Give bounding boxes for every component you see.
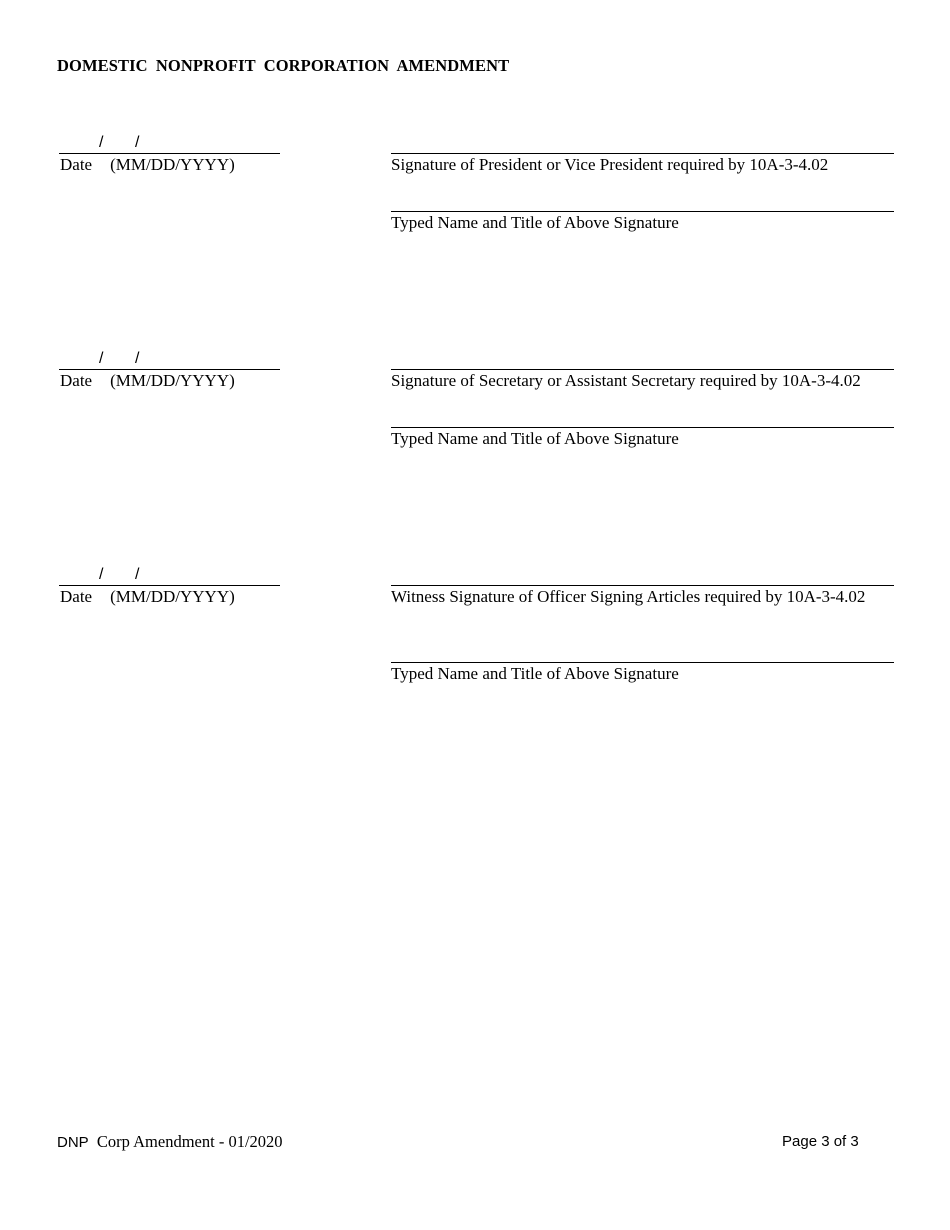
date-label: [60, 587, 235, 607]
signature-label: Signature of President or Vice President required by 10A-3-4.02: [391, 155, 829, 174]
signature-label: Signature of Secretary or Assistant Secretary required by 10A-3-4.02: [391, 371, 861, 390]
document-title: DOMESTIC NONPROFIT CORPORATION AMENDMENT: [57, 56, 510, 75]
date-label-text: Date: [60, 155, 93, 174]
date-label-text: Date: [60, 371, 93, 390]
date-separator: /: [135, 134, 140, 151]
date-format-hint: (MM/DD/YYYY): [110, 155, 235, 174]
date-separator: /: [135, 350, 140, 367]
date-separator: /: [99, 134, 104, 151]
typed-name-input-line[interactable]: [391, 662, 894, 663]
signature-label: Witness Signature of Officer Signing Articles required by 10A-3-4.02: [391, 587, 866, 606]
page-indicator: Page 3 of 3: [782, 1133, 859, 1150]
footer-form-name: Corp Amendment - 01/2020: [96, 1132, 283, 1151]
typed-name-label: Typed Name and Title of Above Signature: [391, 664, 679, 683]
footer-form-code: DNP: [57, 1134, 89, 1151]
typed-name-input-line[interactable]: [391, 211, 894, 212]
date-format-hint: (MM/DD/YYYY): [110, 587, 235, 606]
signature-input-line[interactable]: [391, 585, 894, 586]
date-separator: /: [135, 566, 140, 583]
signature-block-president: [0, 118, 950, 298]
date-separator: /: [99, 350, 104, 367]
date-separator: /: [99, 566, 104, 583]
typed-name-input-line[interactable]: [391, 427, 894, 428]
footer-form-id: [57, 1132, 283, 1152]
date-label: [60, 155, 235, 175]
date-label: [60, 371, 235, 391]
date-input-line[interactable]: [59, 153, 280, 154]
typed-name-label: Typed Name and Title of Above Signature: [391, 213, 679, 232]
signature-input-line[interactable]: [391, 153, 894, 154]
date-input-line[interactable]: [59, 585, 280, 586]
date-label-text: Date: [60, 587, 93, 606]
date-input-line[interactable]: [59, 369, 280, 370]
signature-input-line[interactable]: [391, 369, 894, 370]
signature-block-witness: [0, 550, 950, 730]
date-format-hint: (MM/DD/YYYY): [110, 371, 235, 390]
signature-block-secretary: [0, 334, 950, 514]
typed-name-label: Typed Name and Title of Above Signature: [391, 429, 679, 448]
